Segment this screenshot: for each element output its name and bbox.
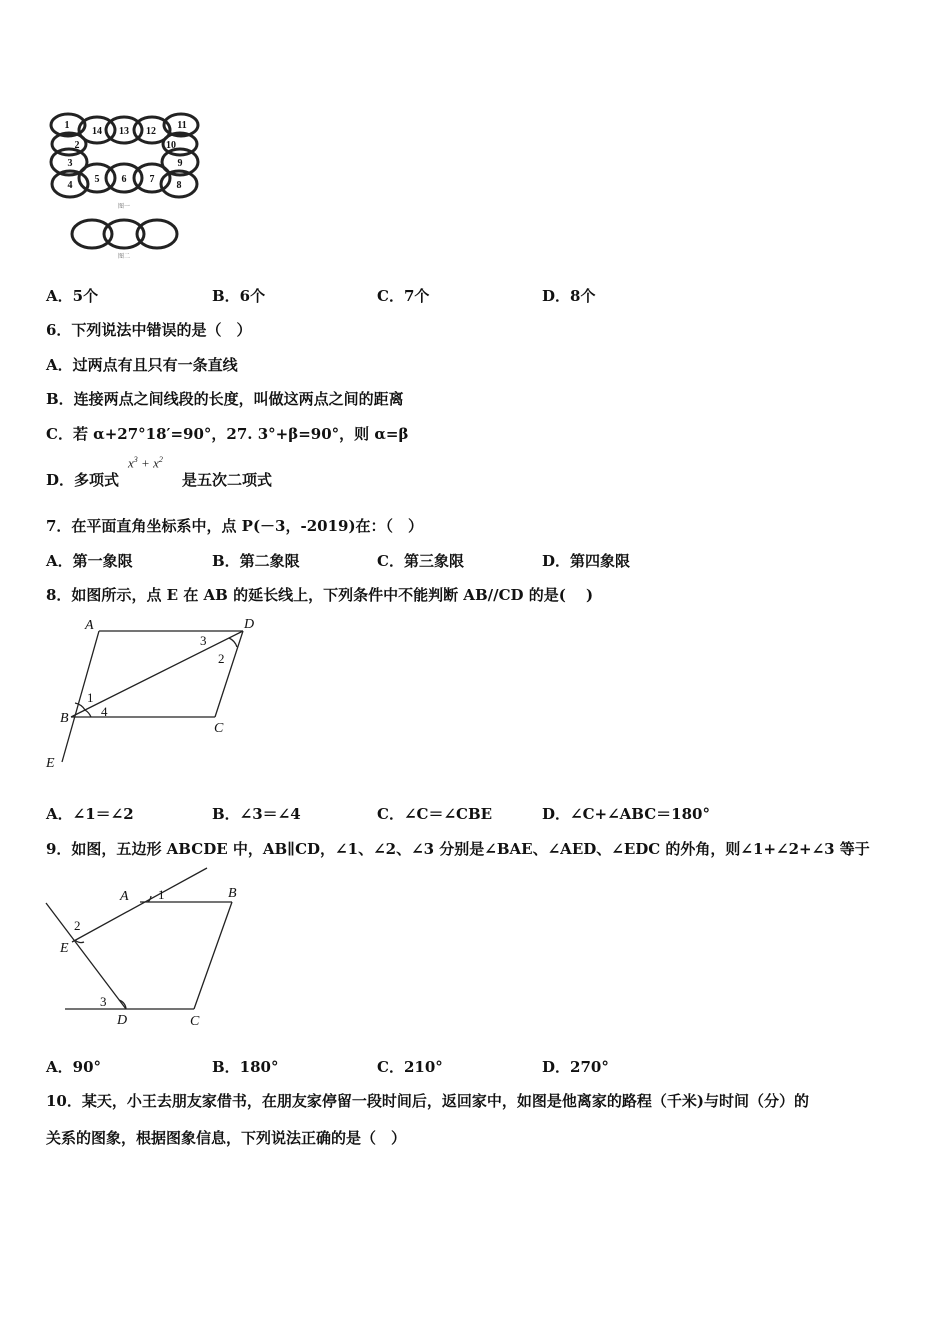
- angle-label-3: 3: [200, 633, 207, 648]
- point-label-c: C: [214, 721, 224, 736]
- angle-label-2: 2: [218, 651, 225, 666]
- ring-label: 8: [176, 180, 182, 191]
- ring-label: 9: [177, 158, 183, 169]
- angle-label-1: 1: [158, 887, 165, 902]
- q8-stem: 8．如图所示，点 E 在 AB 的延长线上，下列条件中不能判断 AB//CD 的是( ): [46, 586, 594, 604]
- q9-option-c: C．210°: [377, 1058, 443, 1076]
- point-label-e: E: [60, 941, 69, 956]
- point-label-a: A: [120, 889, 129, 904]
- q6-option-b: B．连接两点之间线段的长度，叫做这两点之间的距离: [46, 390, 404, 408]
- q6-option-a: A．过两点有且只有一条直线: [46, 356, 238, 374]
- q6-option-c: C．若 α+27°18′=90°，27. 3°+β=90°，则 α=β: [46, 425, 409, 443]
- ring-label: 1: [64, 120, 70, 131]
- q6-option-d-prefix: D．多项式: [46, 471, 120, 489]
- angle-label-1: 1: [87, 690, 94, 705]
- ring-label: 13: [119, 126, 129, 137]
- ring-label: 11: [177, 120, 187, 131]
- ring-label: 14: [92, 126, 102, 137]
- ring-label: 4: [67, 180, 73, 191]
- q6-option-d-suffix: 是五次二项式: [182, 471, 273, 489]
- q8-option-d: D．∠C+∠ABC＝180°: [542, 805, 710, 823]
- point-label-d: D: [117, 1013, 128, 1028]
- ring-label: 5: [94, 174, 100, 185]
- ring-label: 2: [74, 140, 80, 151]
- q5-option-a: A．5个: [46, 287, 99, 305]
- ring-label: 3: [67, 158, 73, 169]
- polynomial-expression: $x^3 + x^2$: [128, 455, 163, 471]
- q9-option-a: A．90°: [46, 1058, 102, 1076]
- q8-option-a: A．∠1＝∠2: [46, 805, 134, 823]
- ring-label: 6: [121, 174, 127, 185]
- q9-option-b: B．180°: [212, 1058, 279, 1076]
- q9-pentagon-figure: [40, 866, 260, 1034]
- point-label-d: D: [244, 617, 255, 632]
- point-label-b: B: [228, 886, 237, 901]
- q7-option-c: C．第三象限: [377, 552, 464, 570]
- q5-option-c: C．7个: [377, 287, 430, 305]
- q9-stem: 9．如图，五边形 ABCDE 中，AB∥CD，∠1、∠2、∠3 分别是∠BAE、∠AED、∠EDC 的外角，则∠1+∠2+∠3 等于: [46, 840, 870, 858]
- ring-label: 12: [146, 126, 156, 137]
- q10-stem-line2: 关系的图象，根据图象信息，下列说法正确的是（ ）: [46, 1129, 407, 1147]
- q8-parallelogram-figure: [40, 612, 270, 777]
- angle-label-2: 2: [74, 918, 81, 933]
- angle-label-4: 4: [101, 704, 108, 719]
- ring-label: 10: [166, 140, 176, 151]
- point-label-b: B: [60, 711, 69, 726]
- figure-caption: 图二: [117, 254, 131, 260]
- q7-option-d: D．第四象限: [542, 552, 631, 570]
- q7-stem: 7．在平面直角坐标系中，点 P(－3，-2019)在：（ ）: [46, 517, 424, 535]
- q6-stem: 6．下列说法中错误的是（ ）: [46, 321, 252, 339]
- q7-option-a: A．第一象限: [46, 552, 133, 570]
- point-label-a: A: [85, 618, 94, 633]
- ring-label: 7: [149, 174, 155, 185]
- q10-stem-line1: 10．某天，小王去朋友家借书，在朋友家停留一段时间后，返回家中，如图是他离家的路程（千米)与时间（分）的: [46, 1092, 809, 1110]
- figure-caption: 图一: [117, 204, 131, 210]
- point-label-c: C: [190, 1014, 200, 1029]
- q8-option-b: B．∠3＝∠4: [212, 805, 301, 823]
- q5-option-b: B．6个: [212, 287, 266, 305]
- angle-label-3: 3: [100, 994, 107, 1009]
- point-label-e: E: [46, 756, 55, 771]
- q8-option-c: C．∠C＝∠CBE: [377, 805, 493, 823]
- q9-option-d: D．270°: [542, 1058, 609, 1076]
- ring-chain-figure: [44, 108, 209, 263]
- q5-option-d: D．8个: [542, 287, 596, 305]
- q7-option-b: B．第二象限: [212, 552, 300, 570]
